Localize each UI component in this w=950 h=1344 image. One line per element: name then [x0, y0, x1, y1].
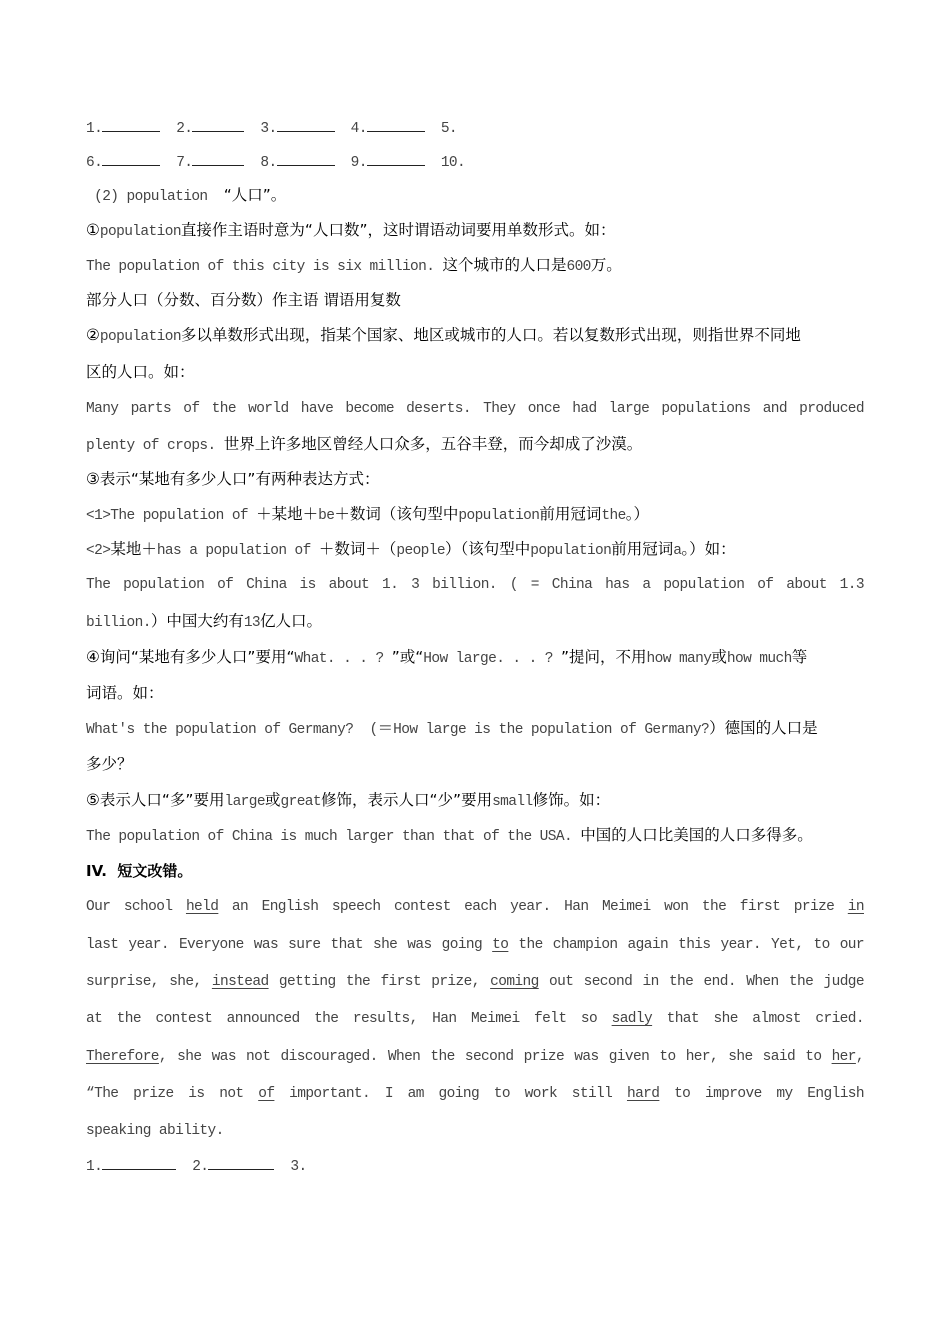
text-segment: to improve my English	[659, 1086, 864, 1102]
text-segment: , she was not discouraged. When the second prize was given to her, she said to	[158, 1049, 832, 1065]
text-segment: at the contest announced the results, Han Meimei felt so	[86, 1011, 612, 1027]
text-segment: people	[396, 543, 445, 559]
text-segment: “The prize is not	[86, 1086, 259, 1102]
answer-blank	[367, 117, 425, 132]
text-segment: a	[673, 543, 682, 559]
text-line	[86, 611, 864, 633]
underlined-word: held	[185, 899, 219, 915]
answer-blank	[192, 117, 244, 132]
text-line	[86, 1008, 864, 1029]
text-line	[86, 1120, 864, 1141]
text-segment: 2.	[192, 1159, 209, 1175]
underlined-word: to	[492, 937, 509, 953]
text-segment: 多以单数形式出现，指某个国家、地区或城市的人口。若以复数形式出现，则指世界不同地	[180, 326, 801, 344]
text-segment: 3.	[260, 121, 277, 137]
text-segment: <2>	[86, 543, 111, 559]
text-segment: 世界上许多地区曾经人口众多，五谷丰登，而今却成了沙漠。	[223, 435, 643, 453]
text-segment: 2.	[176, 121, 193, 137]
text-line	[86, 398, 864, 419]
answer-blank	[102, 117, 160, 132]
text-line	[86, 151, 864, 173]
text-segment: ）德国的人口是	[709, 719, 818, 737]
underlined-word: in	[847, 899, 864, 915]
text-segment: ＋数词（该句型中	[334, 505, 459, 523]
text-line	[86, 117, 864, 139]
text-segment: the champion again this year. Yet, to our	[508, 937, 865, 953]
text-segment: 6.	[86, 155, 103, 171]
answer-blank	[367, 151, 425, 166]
text-segment: 直接作主语时意为“人口数”，这时谓语动词要用单数形式。如：	[180, 221, 616, 239]
text-segment: speaking ability.	[86, 1123, 224, 1139]
text-segment: 修饰。如：	[532, 791, 611, 809]
text-segment: how many	[646, 651, 712, 667]
text-line	[86, 469, 864, 490]
text-segment: 或	[711, 648, 727, 666]
text-segment: 前用冠词	[539, 505, 602, 523]
answer-blank	[102, 1155, 176, 1170]
text-segment: 。）	[625, 505, 649, 523]
text-line	[86, 504, 864, 526]
text-segment: 。）如：	[681, 540, 736, 558]
text-line	[86, 574, 864, 595]
underlined-word: instead	[211, 974, 269, 990]
text-line	[86, 1155, 864, 1177]
text-segment: 1.	[86, 121, 103, 137]
text-line	[86, 718, 864, 740]
answer-blank	[277, 117, 335, 132]
answer-blank	[277, 151, 335, 166]
text-segment: out second in the end. When the judge	[538, 974, 864, 990]
text-segment: 等	[791, 648, 808, 666]
text-segment: 亿人口。	[260, 612, 323, 630]
text-line	[86, 790, 864, 812]
answer-blank	[192, 151, 244, 166]
text-segment: large	[224, 794, 265, 810]
text-line	[86, 825, 864, 847]
answer-blank	[208, 1155, 274, 1170]
text-segment: 9.	[350, 155, 367, 171]
text-segment: 某地＋	[110, 540, 157, 558]
text-segment: 4.	[350, 121, 367, 137]
text-segment: ”提问，不用	[561, 648, 647, 666]
text-line	[86, 971, 864, 992]
text-segment: ）中国大约有	[150, 612, 244, 630]
text-line	[86, 934, 864, 955]
text-line	[86, 1083, 864, 1104]
text-segment: population	[458, 508, 540, 524]
text-segment: The population of China is about 1. 3 billion. ( = China has a population of about 1.3	[86, 577, 864, 593]
text-segment: 600	[566, 259, 591, 275]
text-segment: getting the first prize,	[268, 974, 491, 990]
text-segment: 这个城市的人口是	[442, 256, 567, 274]
text-segment: population	[530, 543, 612, 559]
text-segment: 3.	[290, 1159, 307, 1175]
text-segment: (2) population	[86, 189, 224, 205]
text-line	[86, 647, 864, 669]
text-segment: 或	[264, 791, 281, 809]
text-line	[86, 861, 864, 882]
text-segment: an English speech contest each year. Han Meimei won the first prize	[218, 899, 848, 915]
text-segment: The population of China is much larger than that of the USA.	[86, 829, 581, 845]
text-segment: ④询问“某地有多少人口”要用“	[86, 648, 295, 666]
text-segment: small	[492, 794, 533, 810]
text-segment: 13	[243, 615, 261, 631]
text-segment: What's the population of Germany? (	[86, 722, 378, 738]
text-segment: “人口”。	[223, 186, 287, 204]
text-segment: ②	[86, 326, 100, 344]
text-line	[86, 1046, 864, 1067]
text-segment: How large. . . ?	[423, 651, 562, 667]
text-segment: 中国的人口比美国的人口多得多。	[580, 826, 813, 844]
text-segment: surprise, she,	[86, 974, 212, 990]
text-line	[86, 220, 864, 242]
text-segment: ”或“	[391, 648, 424, 666]
text-line	[86, 290, 864, 311]
underlined-word: her	[831, 1049, 856, 1065]
text-segment: ＝	[377, 719, 394, 737]
text-segment: The population of this city is six million.	[86, 259, 443, 275]
text-segment: last year. Everyone was sure that she was going	[86, 937, 493, 953]
text-segment: billion.	[86, 615, 151, 631]
text-segment: plenty of crops.	[86, 438, 224, 454]
text-line	[86, 896, 864, 917]
answer-blank	[102, 151, 160, 166]
text-segment: 部分人口（分数、百分数）作主语 谓语用复数	[86, 291, 401, 309]
text-segment: Many parts of the world have become deserts. They once had large populations and produced	[86, 401, 864, 417]
text-segment: ＋数词＋（	[318, 540, 397, 558]
text-line	[86, 185, 864, 207]
text-line	[86, 255, 864, 277]
text-segment: be	[318, 508, 335, 524]
text-segment: 1.	[86, 1159, 103, 1175]
text-segment: 区的人口。如：	[86, 363, 195, 381]
text-segment: ①	[86, 221, 100, 239]
text-line	[86, 683, 864, 704]
text-segment: 5.	[440, 121, 458, 137]
text-segment: important. I am going to work still	[274, 1086, 627, 1102]
text-segment: <1>The population of	[86, 508, 257, 524]
text-line	[86, 539, 864, 561]
text-segment: Our school	[86, 899, 186, 915]
text-segment: What. . . ?	[294, 651, 392, 667]
text-segment: ,	[855, 1049, 864, 1065]
text-segment: 前用冠词	[611, 540, 674, 558]
text-segment: ）（该句型中	[444, 540, 531, 558]
underlined-word: hard	[626, 1086, 660, 1102]
text-segment: 8.	[260, 155, 277, 171]
text-segment: ③表示“某地有多少人口”有两种表达方式：	[86, 470, 380, 488]
text-segment: how much	[726, 651, 792, 667]
text-segment: How large is the population of Germany?	[393, 722, 710, 738]
text-segment: population	[99, 329, 181, 345]
text-segment: population	[99, 224, 181, 240]
text-segment: 修饰，表示人口“少”要用	[321, 791, 493, 809]
text-line	[86, 434, 864, 456]
underlined-word: Therefore	[86, 1049, 159, 1065]
text-line	[86, 754, 864, 775]
underlined-word: coming	[490, 974, 539, 990]
underlined-word: sadly	[611, 1011, 653, 1027]
text-segment: great	[280, 794, 322, 810]
section-heading: IV. 短文改错。	[86, 862, 193, 880]
text-segment: ⑤表示人口“多”要用	[86, 791, 225, 809]
text-line	[86, 362, 864, 383]
text-line	[86, 325, 864, 347]
text-segment: 7.	[176, 155, 193, 171]
text-segment: has a population of	[156, 543, 319, 559]
text-segment: 万。	[590, 256, 622, 274]
text-segment: ＋某地＋	[256, 505, 319, 523]
text-segment: 10.	[440, 155, 466, 171]
text-segment: that she almost cried.	[652, 1011, 864, 1027]
text-segment: the	[601, 508, 626, 524]
text-segment: 词语。如：	[86, 684, 164, 702]
text-segment: 多少？	[86, 755, 133, 773]
underlined-word: of	[258, 1086, 275, 1102]
